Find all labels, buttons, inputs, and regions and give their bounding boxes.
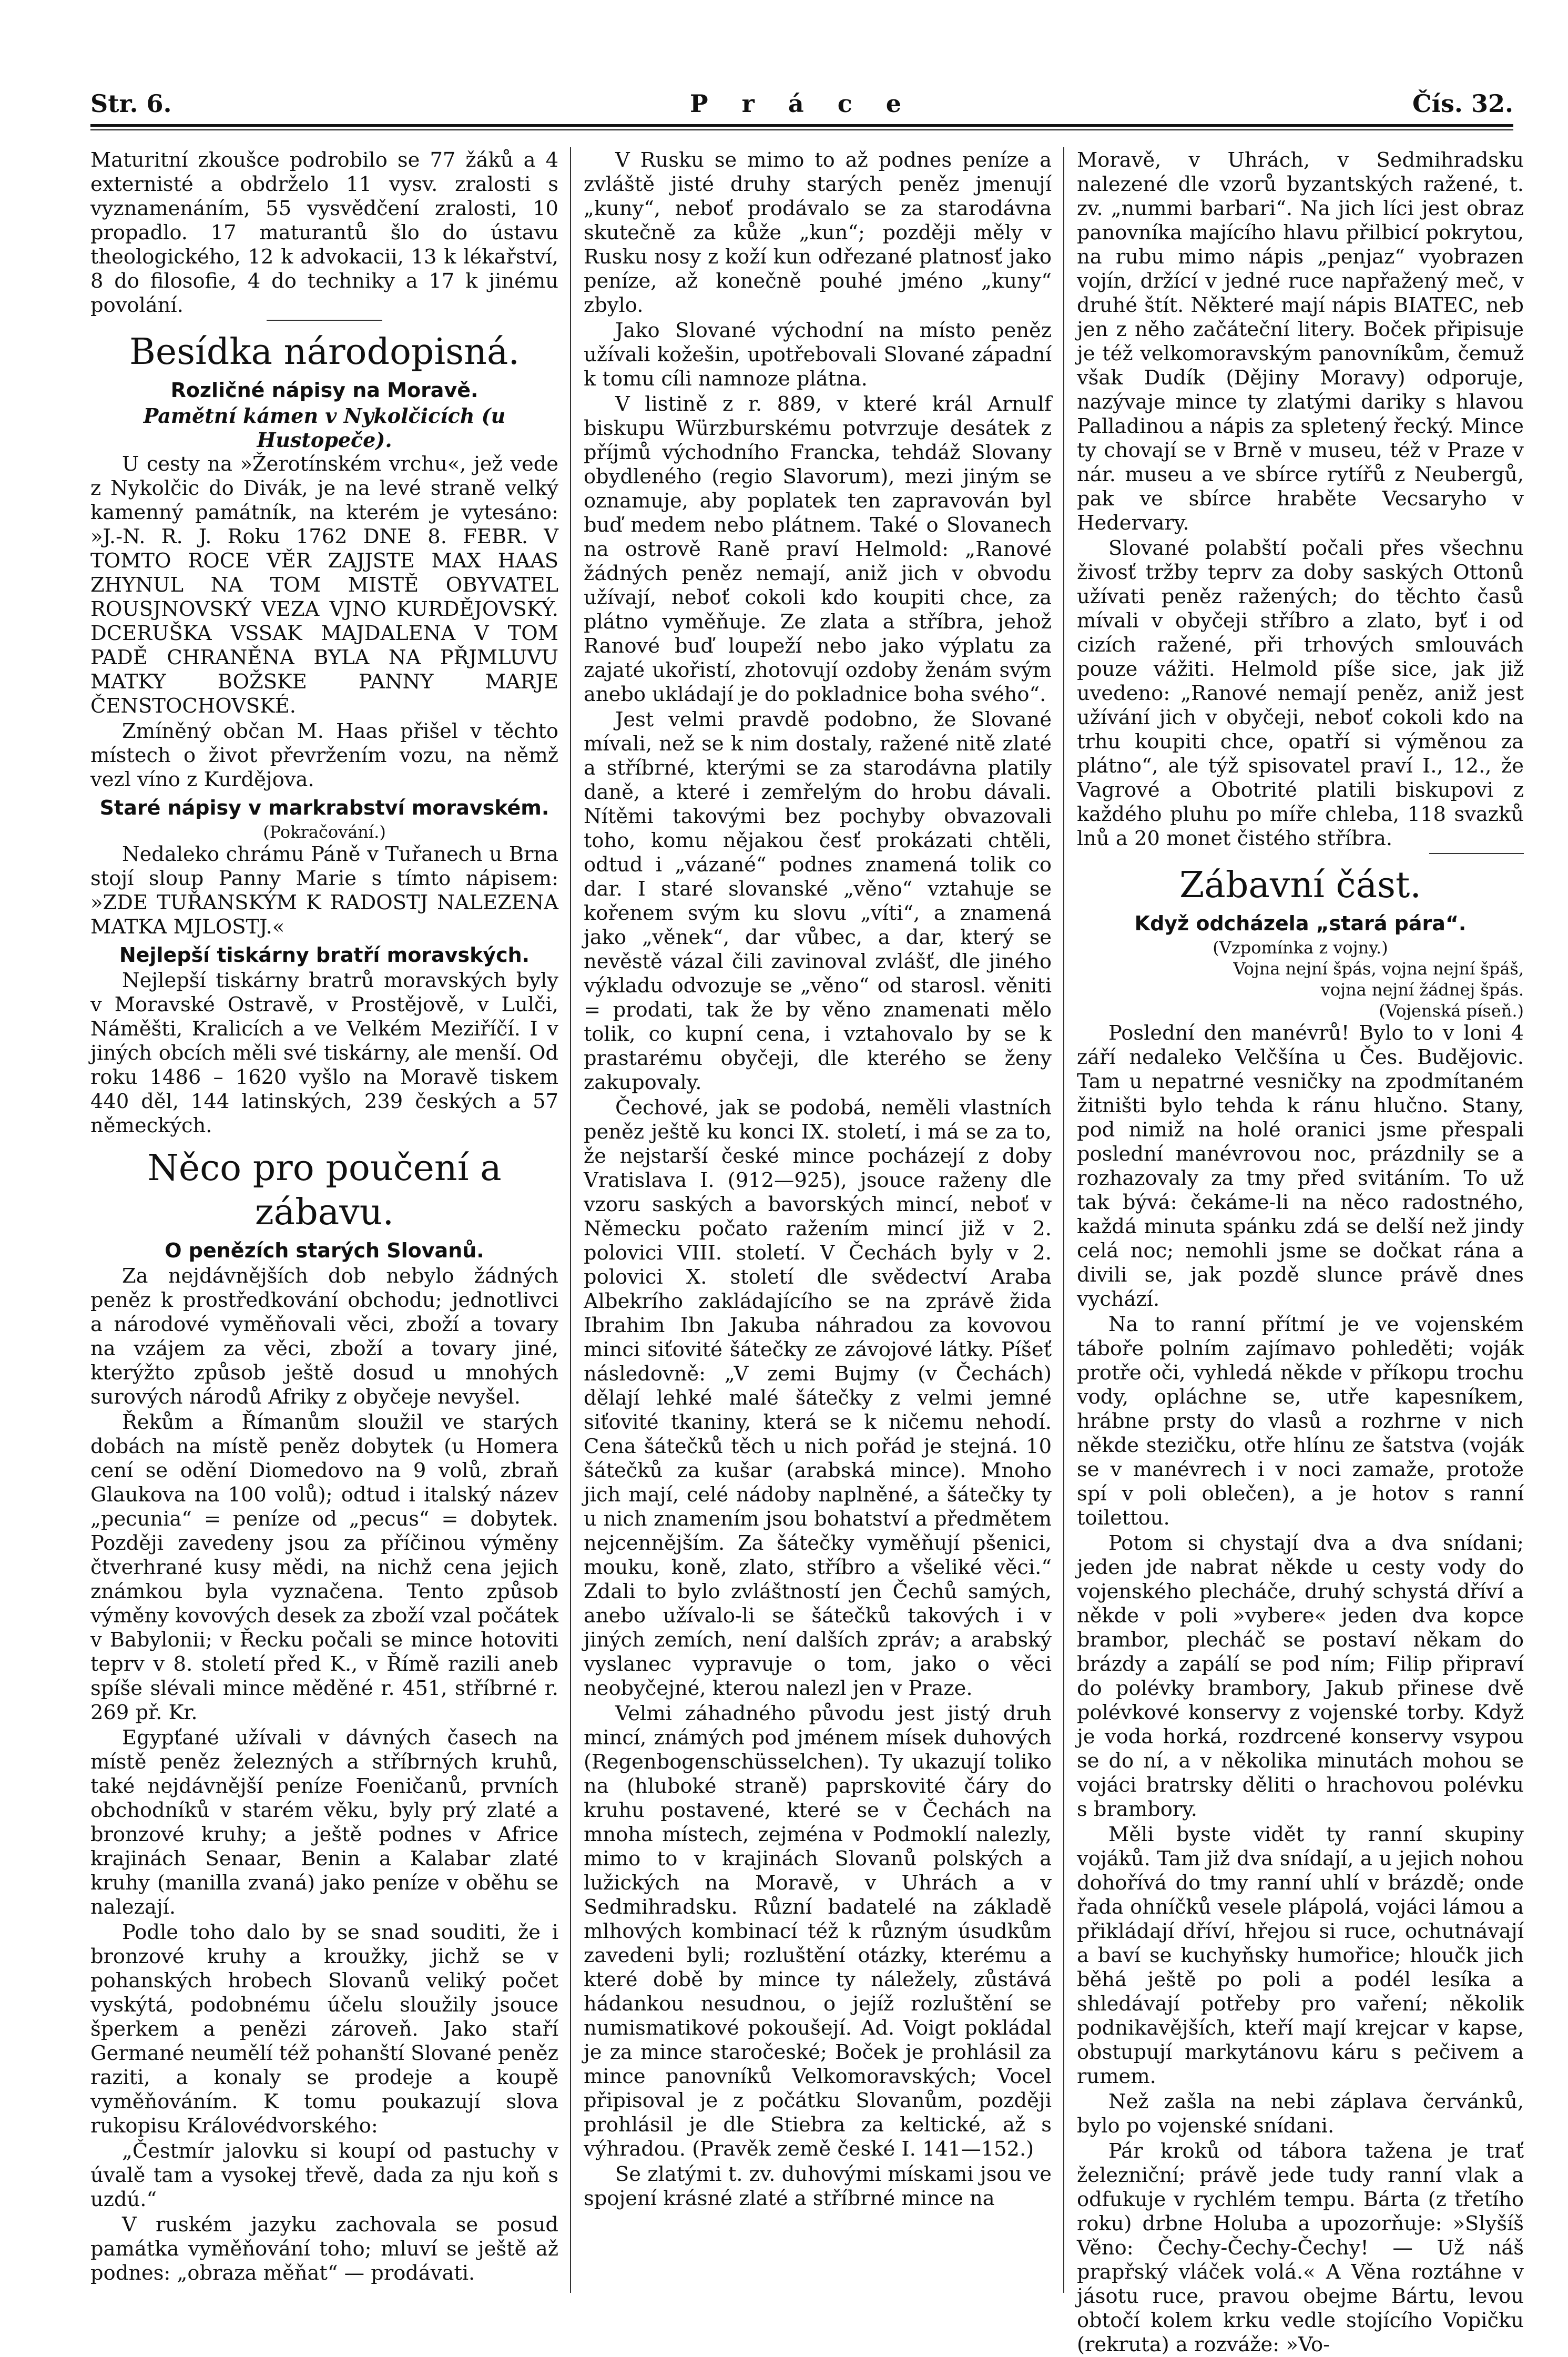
column-1	[90, 148, 558, 2299]
header-rule-thin	[90, 129, 1513, 130]
paragraph: Moravě, v Uhrách, v Sedmihradsku nalezené dle vzorů byzantských ražené, t. zv. „nummi barbari“. Na jich líci jest obraz panovníka majícího hlavu přilbicí pokrytou, na rubu mimo nápis „penjaz“ vyobrazen vojín, držící v jedné ruce napřažený meč, v druhé štít. Některé mají nápis BIATEC, neb jen z něho začáteční litery. Boček připisuje je též velkomoravským panovníkům, čemuž však Dudík (Dějiny Moravy) odporuje, nazývaje mince ty zlatými dariky s hlavou Palladinou a nápis za spletený řecký. Mince ty chovají se v Brně v museu, též v Praze v nár. museu a ve sbírce rytířů z Neubergů, pak ve sbírce hraběte Vecsaryho v Hedervary.	[1077, 148, 1524, 535]
paragraph: Než zašla na nebi záplava červánků, bylo po vojenské snídani.	[1077, 2090, 1524, 2138]
continuation-note: (Pokračování.)	[263, 822, 386, 842]
paragraph: Zmíněný občan M. Haas přišel v těchto místech o život převržením vozu, na němž vezl víno z Kurdějova.	[90, 719, 558, 791]
motto-source: (Vojenská píseň.)	[1379, 1001, 1524, 1021]
issue-number: Čís. 32.	[1412, 89, 1513, 118]
section-heading: Besídka národopisná.	[129, 331, 520, 373]
separator	[267, 320, 382, 322]
paragraph: Čechové, jak se podobá, neměli vlastních peněz ještě ku konci IX. století, i má se za to, že nejstarší české mince pocházejí z doby Vratislava I. (912—925), jsouce raženy dle vzoru saských a bavorských mincí, neboť v Německu počato ražením mincí již v 2. polovici VIII. století. V Čechách byly v 2. polovici X. století dle svědectví Araba Albekrího zakládajícího se na zprávě žida Ibrahim Ibn Jakuba náhradou za kovovou minci siťovité šátečky ze závojové látky. Píšeť následovně: „V zemi Bujmy (v Čechách) dělají lehké malé šátečky z velmi jemné siťovité tkaniny, která se k ničemu nehodí. Cena šátečků těch u nich pořád je stejná. 10 šátečků za kušar (arabská mince). Mnoho jich mají, celé nádoby naplněné, a šátečky ty u nich znamením jsou bohatství a předmětem nejcennějším. Za šátečky vyměňují pšenici, mouku, koně, zlato, stříbro a všeliké věci.“ Zdali to bylo zvláštností jen Čechů samých, anebo užívalo-li se šátečků takových i v jiných zemích, není dalších zpráv; a arabský vyslanec vypravuje o tom, jako o věci neobyčejné, kterou nalezl jen v Praze.	[584, 1096, 1052, 1700]
separator	[1429, 853, 1524, 855]
article-note: (Vzpomínka z vojny.)	[1213, 938, 1388, 958]
article-heading: O penězích starých Slovanů.	[165, 1239, 484, 1262]
paragraph: Za nejdávnějších dob nebylo žádných peněz k prostředkování obchodu; jednotlivci a národové vyměňovali věci, zboží a tovary na vzájem za věci, zboží a tovary jiné, kterýžto způsob ještě dosud u mnohých surových národů Afriky z obyčeje nevyšel.	[90, 1264, 558, 1409]
paragraph: Jako Slované východní na místo peněz užívali kožešin, upotřebovali Slované západní k tomu cíli namnoze plátna.	[584, 319, 1052, 391]
section-heading: Něco pro poučení a zábavu.	[147, 1147, 502, 1233]
page-number: Str. 6.	[90, 89, 172, 118]
motto-line: vojna nejní žádnej špás.	[1320, 980, 1524, 1000]
paragraph: Nejlepší tiskárny bratrů moravských byly v Moravské Ostravě, v Prostějově, v Lulči, Náměšti, Kralicích a ve Velkém Meziříčí. I v jiných obcích měli své tiskárny, ale menší. Od roku 1486 – 1620 vyšlo na Moravě tiskem 440 děl, 144 latinských, 239 českých a 57 německých.	[90, 969, 558, 1137]
article-subheading: Pamětní kámen v Nykolčicích (u Hustopeče).	[143, 404, 506, 452]
paragraph: Se zlatými t. zv. duhovými mískami jsou ve spojení krásné zlaté a stříbrné mince na	[584, 2162, 1052, 2210]
paragraph: Nedaleko chrámu Páně v Tuřanech u Brna stojí sloup Panny Marie s tímto nápisem: »ZDE TUŘANSKÝM K RADOSTJ NALEZENA MATKA MJLOSTJ.«	[90, 842, 558, 939]
paragraph: U cesty na »Žerotínském vrchu«, jež vede z Nykolčic do Divák, je na levé straně velký kamenný památník, na kterém je vytesáno: »J.-N. R. J. Roku 1762 DNE 8. FEBR. V TOMTO ROCE VĚR ZAJJSTE MAX HAAS ZHYNUL NA TOM MISTĚ OBYVATEL ROUSJNOVSKÝ VEZA VJNO KURDĚJOVSKÝ. DCERUŠKA VSSAK MAJDALENA V TOM PADĚ CHRANĚNA BYLA NA PŘJMLUVU MATKY BOŽSKE PANNY MARJE ČENSTOCHOVSKÉ.	[90, 452, 558, 718]
article-heading: Staré nápisy v markrabství moravském.	[99, 796, 549, 819]
paragraph: Velmi záhadného původu jest jistý druh mincí, známých pod jménem mísek duhových (Regenbogenschüsselchen). Ty ukazují toliko na (hluboké straně) paprskovité čáry do kruhu postavené, které se v Čechách na mnoha místech, zejména v Podmoklí nalezly, mimo to v krajinách Slovanů polských a lužických na Moravě, v Uhrách a v Sedmihradsku. Různí badatelé na základě mlhových kombinací též k různým úsudkům zavedeni byli; rozluštění otázky, kterému a které době by mince ty náležely, zůstává hádankou nesudnou, o jejíž rozluštění se numismatikové pokoušejí. Ad. Voigt pokládal je za mince staročeské; Boček je prohlásil za mince panovníků Velkomoravských; Vocel připisoval je z počátku Slovanům, později prohlásil je dle Stiebra za keltické, až s výhradou. (Pravěk země české I. 141—152.)	[584, 1702, 1052, 2161]
newspaper-title: P r á c e	[690, 89, 914, 118]
paragraph: Na to ranní přítmí je ve vojenském táboře polním zajímavo pohleděti; voják protře oči, vyhledá někde v příkopu trochu vody, opláchne se, utře kapesníkem, hrábne prsty do vlasů a rozhrne v nich někde stezičku, otře hlínu ze šatstva (voják se v manévrech i v noci zamaže, protože spí v poli oblečen), a je hotov s ranní toilettou.	[1077, 1313, 1524, 1530]
paragraph: Měli byste vidět ty ranní skupiny vojáků. Tam již dva snídají, a u jejich nohou dohořívá do tmy ranní uhlí v brázdě; onde řada ohníčků vesele plápolá, vojáci lámou a přikládají dříví, hřejou si ruce, ochutnávají a baví se kuchyňsky humořice; hloučk jich běhá ještě po poli a podél lesíka a shledávají potřeby pro vaření; několik podnikavějších, kteří mají krejcar v kapse, obstupují markytánovu káru s pečivem a rumem.	[1077, 1823, 1524, 2088]
paragraph: V listině z r. 889, v které král Arnulf biskupu Würzburskému potvrzuje desátek z příjmů východního Francka, tehdáž Slovany obydleného (regio Slavorum), mezi jiným se oznamuje, aby poplatek ten zapravován byl buď medem nebo plátnem. Také o Slovanech na ostrově Raně praví Helmold: „Ranové žádných peněz nemají, aniž jich v obvodu užívají, neboť cokoli kdo koupiti chce, za plátno vyměňuje. Ze zlata a stříbra, jehož Ranové buď loupeží nebo jako výplatu za zajaté ukořistí, zhotovují ozdoby ženám svým anebo ukládají je do pokladnice boha svého“.	[584, 392, 1052, 706]
paragraph: Podle toho dalo by se snad souditi, že i bronzové kruhy a kroužky, jichž se v pohanských hrobech Slovanů veliký počet vyskýtá, podobnému účelu sloužily jsouce šperkem a penězi zároveň. Jako staří Germané neumělí též pohanští Slované peněz raziti, a konaly se prodeje a koupě vyměňováním. K tomu poukazují slova rukopisu Královédvorského:	[90, 1921, 558, 2138]
quotation: „Čestmír jalovku si koupí od pastuchy v úvalě tam a vysokej třevě, dada za nju koň s uzdú.“	[90, 2139, 558, 2211]
article-heading: Když odcházela „stará pára“.	[1134, 912, 1467, 935]
section-heading: Zábavní část.	[1179, 865, 1421, 906]
paragraph: V ruském jazyku zachovala se posud památka vyměňování toho; mluví se ještě až podnes: „obraza měňat“ — prodávati.	[90, 2213, 558, 2285]
column-divider	[570, 147, 571, 2293]
paragraph: Jest velmi pravdě podobno, že Slované mívali, než se k nim dostaly, ražené nitě zlaté a stříbrné, kterými se za starodávna platily daně, a které i zemřelým do hrobu dávali. Nítěmi takovými bez pochyby obvazovali toho, komu nějakou česť prokázati chtěli, odtud i „vázané“ podnes znamená tolik co dar. I staré slovanské „věno“ vztahuje se kořenem svým ku slovu „víti“, a znamená jako „věnek“, dar vůbec, a dar, který se nevěstě vázal čili zavinoval zvlášť, dle jiného výkladu odvozuje se „věno“ od starosl. věniti = prodati, tak že by věno znamenati mělo tolik, co kupní cena, i vztahovalo by se k prastarému obyčeji, dle kterého se ženy zakupovaly.	[584, 708, 1052, 1094]
header-rule	[90, 124, 1513, 127]
motto-line: Vojna nejní špás, vojna nejní špáš,	[1233, 959, 1524, 979]
paragraph: Slované polabští počali přes všechnu živosť tržby teprv za doby saských Ottonů užívati peněz ražených; do těchto časů mívali v obyčeji stříbro a zlato, byť i od cizích ražené, při trhových smlouvách pouze vážiti. Helmold píše sice, jak již uvedeno: „Ranové nemají peněz, aniž jest užívání jich v obyčeji, neboť cokoli kdo na trhu koupiti chce, opatří si výměnou za plátno“, ale týž spisovatel praví I., 12., že Vagrové a Obotrité platili biskupovi z každého pluhu po míře chleba, 118 svazků lnů a 20 monet čistého stříbra.	[1077, 536, 1524, 850]
article-heading: Rozličné nápisy na Moravě.	[170, 379, 478, 402]
article-heading: Nejlepší tiskárny bratří moravských.	[119, 943, 530, 967]
paragraph: Poslední den manévrů! Bylo to v loni 4 září nedaleko Velčšína u Čes. Budějovic. Tam u nepatrné vesničky na zpodmítaném žitništi bylo tehda k ránu hlučno. Stany, pod nimiž na holé oranici jsme přespali poslední manévrovou noc, prázdnily se a rozhazovaly za tmy před svitáním. To už tak bývá: čekáme-li na něco radostného, každá minuta spánku zdá se delší než jindy celá noc; nemohli jsme se dočkat rána a divili se, jak pozdě slunce právě dnes vychází.	[1077, 1021, 1524, 1311]
page-header	[90, 84, 1513, 121]
column-3	[1077, 148, 1524, 2356]
paragraph: Pár kroků od tábora tažena je trať železniční; právě jede tudy ranní vlak a odfukuje v rychlém tempu. Bárta (z třetího roku) drbne Holuba a upozorňuje: »Slyšíš Věno: Čechy-Čechy-Čechy! — Už náš prapřský vláček volá.« A Věna roztáhne v jásotu ruce, pravou obejme Bártu, levou obtočí kolem krku vedle stojícího Vopičku (rekruta) a rozváže: »Vo-	[1077, 2139, 1524, 2356]
paragraph: Egypťané užívali v dávných časech na místě peněz železných a stříbrných kruhů, také nejdávnější peníze Foeničanů, prvních obchodníků v starém věku, byly prý zlaté a bronzové kruhy; a ještě podnes v Africe krajinách Senaar, Benin a Kalabar zlaté kruhy (manilla zvaná) jako peníze v oběhu se nalezají.	[90, 1726, 558, 1919]
paragraph: Řekům a Římanům sloužil ve starých dobách na místě peněz dobytek (u Homera cení se odění Diomedovo na 9 volů, zbraň Glaukova na 100 volů); odtud i italský název „pecunia“ = peníze od „pecus“ = dobytek. Později zavedeny jsou za příčinou výměny čtverhrané kusy mědi, na nichž cena jejich známkou byla vyznačena. Tento způsob výměny kovových desek za zboží vzal počátek v Babylonii; v Řecku počali se mince hotoviti teprv v 8. století před K., v Římě razili aneb spíše slévali mince měděné r. 451, stříbrné r. 269 př. Kr.	[90, 1410, 558, 1724]
column-divider	[1063, 147, 1064, 2293]
column-2	[584, 148, 1052, 2299]
paragraph: Potom si chystají dva a dva snídani; jeden jde nabrat někde u cesty vody do vojenského plecháče, druhý schystá dříví a někde v poli »vybere« jeden dva kopce brambor, plecháč se postaví někam do brázdy a zapálí se pod ním; Filip připraví do polévky brambory, Jakub přinese dvě polévkové konservy z vojenské torby. Když je voda horká, rozdrcené konservy vsypou se do ní, a v několika minutách mohou se vojáci bratrsky děliti o hrachovou polévku s brambory.	[1077, 1531, 1524, 1821]
paragraph: Maturitní zkoušce podrobilo se 77 žáků a 4 externisté a obdrželo 11 vysv. zralosti s vyznamenáním, 55 vysvědčení zralosti, 10 propadlo. 17 maturantů šlo do ústavu theologického, 12 k advokacii, 13 k lékařství, 8 do filosofie, 4 do techniky a 17 k jinému povolání.	[90, 148, 558, 317]
paragraph: V Rusku se mimo to až podnes peníze a zvláště jisté druhy starých peněz jmenují „kuny“, neboť prodávalo se za starodávna skutečně za kůže „kun“; později měly v Rusku nosy z koží kun odřezané platnosť jako peníze, až konečně pouhé jméno „kuny“ zbylo.	[584, 148, 1052, 317]
